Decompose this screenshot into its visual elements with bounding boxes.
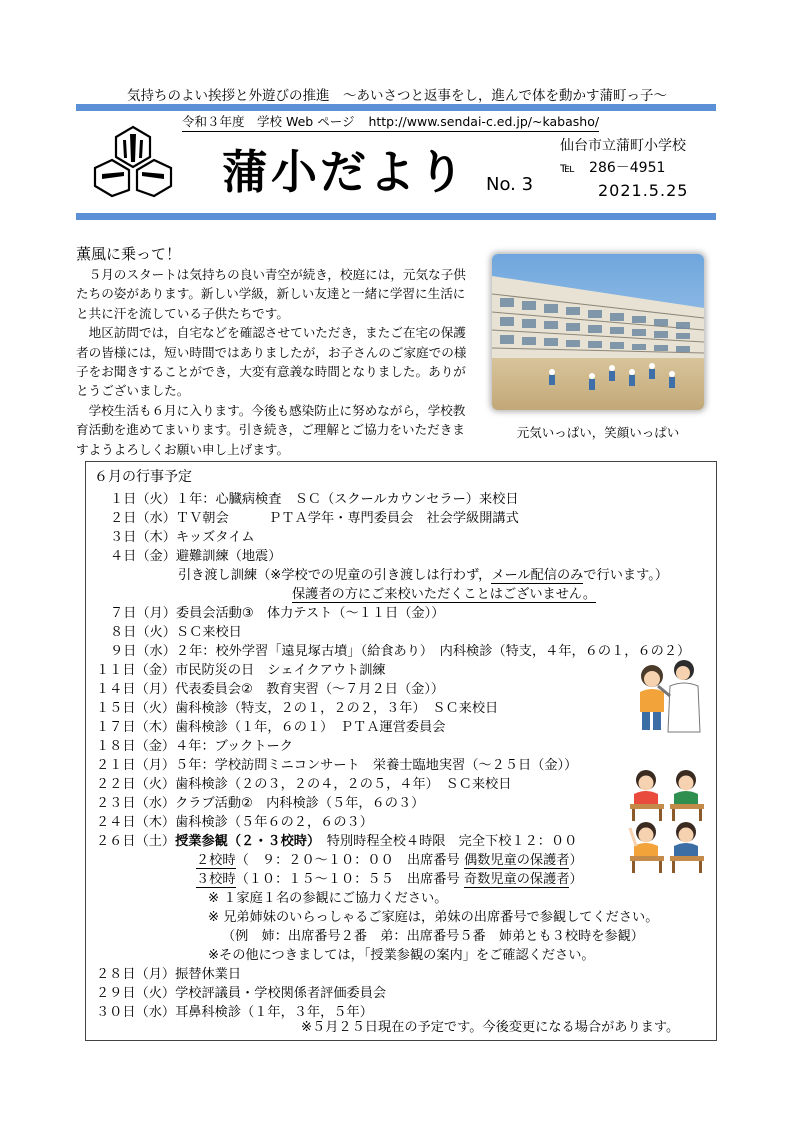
event-row: 引き渡し訓練（※学校での児童の引き渡しは行わず，メール配信のみで行います。） [178, 568, 669, 583]
header-divider [76, 213, 716, 220]
event-row: 保護者の方にご来校いただくことはございません。 [292, 587, 597, 602]
event-row: ４日（金）避難訓練（地震） [110, 549, 282, 564]
event-row: ※ 兄弟姉妹のいらっしゃるご家庭は，弟妹の出席番号で参観してください。 [208, 910, 659, 925]
events-heading: ６月の行事予定 [94, 469, 192, 485]
year-label: 令和３年度 学校 Web ページ [182, 114, 355, 129]
event-row: １１日（金）市民防災の日 シェイクアウト訓練 [96, 663, 386, 678]
school-motto: 気持ちのよい挨拶と外遊びの推進 ～あいさつと返事をし，進んで体を動かす蒲町っ子～ [127, 88, 667, 104]
event-row: ３０日（水）耳鼻科検診（１年，３年，５年） [96, 1005, 373, 1020]
event-row: ２日（水）ＴＶ朝会 ＰＴＡ学年・専門委員会 社会学級開講式 [110, 511, 519, 526]
event-row: ３日（木）キッズタイム [110, 530, 255, 545]
intro-paragraph: 地区訪問では，自宅などを確認させていただき，またご在宅の保護者の皆様には，短い時間ではありましたが，お子さんのご家庭での様子をお聞きすることができ，大変有意義な時間となりました。ありがとうございました。 [76, 325, 467, 399]
dental-checkup-illustration-icon [634, 656, 706, 742]
school-url: http://www.sendai-c.ed.jp/~kabasho/ [368, 114, 600, 129]
intro-text [76, 265, 476, 459]
event-row: ２９日（火）学校評議員・学校関係者評価委員会 [96, 986, 387, 1001]
top-divider [76, 104, 716, 111]
event-row: ２３日（水）クラブ活動② 内科検診（５年，６の３） [96, 796, 425, 811]
event-row: ２１日（月）５年：学校訪問ミニコンサート 栄養士臨地実習（～２５日（金）） [96, 758, 578, 773]
school-emblem-icon [90, 124, 176, 198]
intro-paragraph: ５月のスタートは気持ちの良い青空が続き，校庭には，元気な子供たちの姿があります。新しい学級，新しい友達と一緒に学習に生活にと共に汗を流している子供たちです。 [76, 267, 466, 321]
url-underline [182, 131, 599, 132]
event-row: ８日（火）ＳＣ来校日 [110, 625, 242, 640]
events-box [85, 461, 717, 1041]
newsletter-title: 蒲小だより [222, 145, 467, 199]
issue-number: No. 3 [486, 174, 534, 195]
event-row: １４日（月）代表委員会② 教育実習（～７月２日（金）） [96, 682, 445, 697]
intro-paragraph: 学校生活も６月に入ります。今後も感染防止に努めながら，学校教育活動を進めてまいります。引き続き，ご理解とご協力をいただきますようよろしくお願い申し上げます。 [76, 402, 466, 457]
schedule-note: ※５月２５日現在の予定です。今後変更になる場合があります。 [301, 1020, 680, 1035]
event-row: ７日（月）委員会活動③ 体力テスト（～１１日（金）） [110, 606, 445, 621]
event-row: ２校時（ ９：２０～１０：００ 出席番号 偶数児童の保護者） [196, 853, 583, 868]
telephone: ℡ 286－4951 [560, 160, 666, 176]
event-row: ２４日（木）歯科検診（５年６の２，６の３） [96, 815, 373, 830]
event-row: ※ １家庭１名の参観にご協力ください。 [208, 891, 448, 906]
event-row: ９日（水）２年：校外学習「遠見塚古墳」（給食あり） 内科検診（特支，４年，６の１，６の２） [110, 644, 691, 659]
event-row: ２６日（土）授業参観（２・３校時） 特別時程全校４時限 完全下校１２：００ [96, 834, 578, 849]
event-row: ※その他につきましては，「授業参観の案内」をご確認ください。 [208, 948, 595, 963]
classroom-students-illustration-icon [626, 766, 712, 878]
event-row: １５日（火）歯科検診（特支，２の１，２の２，３年） ＳＣ来校日 [96, 701, 499, 716]
intro-heading: 薫風に乗って！ [76, 245, 182, 263]
schoolyard-photo [492, 254, 704, 410]
event-row: １８日（金）４年：ブックトーク [96, 739, 293, 754]
event-row: ２８日（月）振替休業日 [96, 967, 242, 982]
event-row: （例 姉：出席番号２番 弟：出席番号５番 姉弟とも３校時を参観） [222, 929, 644, 944]
event-row: １日（火）１年：心臓病検査 ＳＣ（スクールカウンセラー）来校日 [110, 492, 519, 507]
event-row: １７日（木）歯科検診（１年，６の１） ＰＴＡ運営委員会 [96, 720, 446, 735]
photo-caption: 元気いっぱい，笑顔いっぱい [516, 425, 680, 440]
web-page-line [182, 112, 599, 130]
event-row: ３校時（１０：１５～１０：５５ 出席番号 奇数児童の保護者） [196, 872, 583, 887]
issue-date: 2021.5.25 [598, 181, 689, 200]
school-name: 仙台市立蒲町小学校 [560, 138, 686, 154]
event-row: ２２日（火）歯科検診（２の３，２の４，２の５，４年） ＳＣ来校日 [96, 777, 512, 792]
